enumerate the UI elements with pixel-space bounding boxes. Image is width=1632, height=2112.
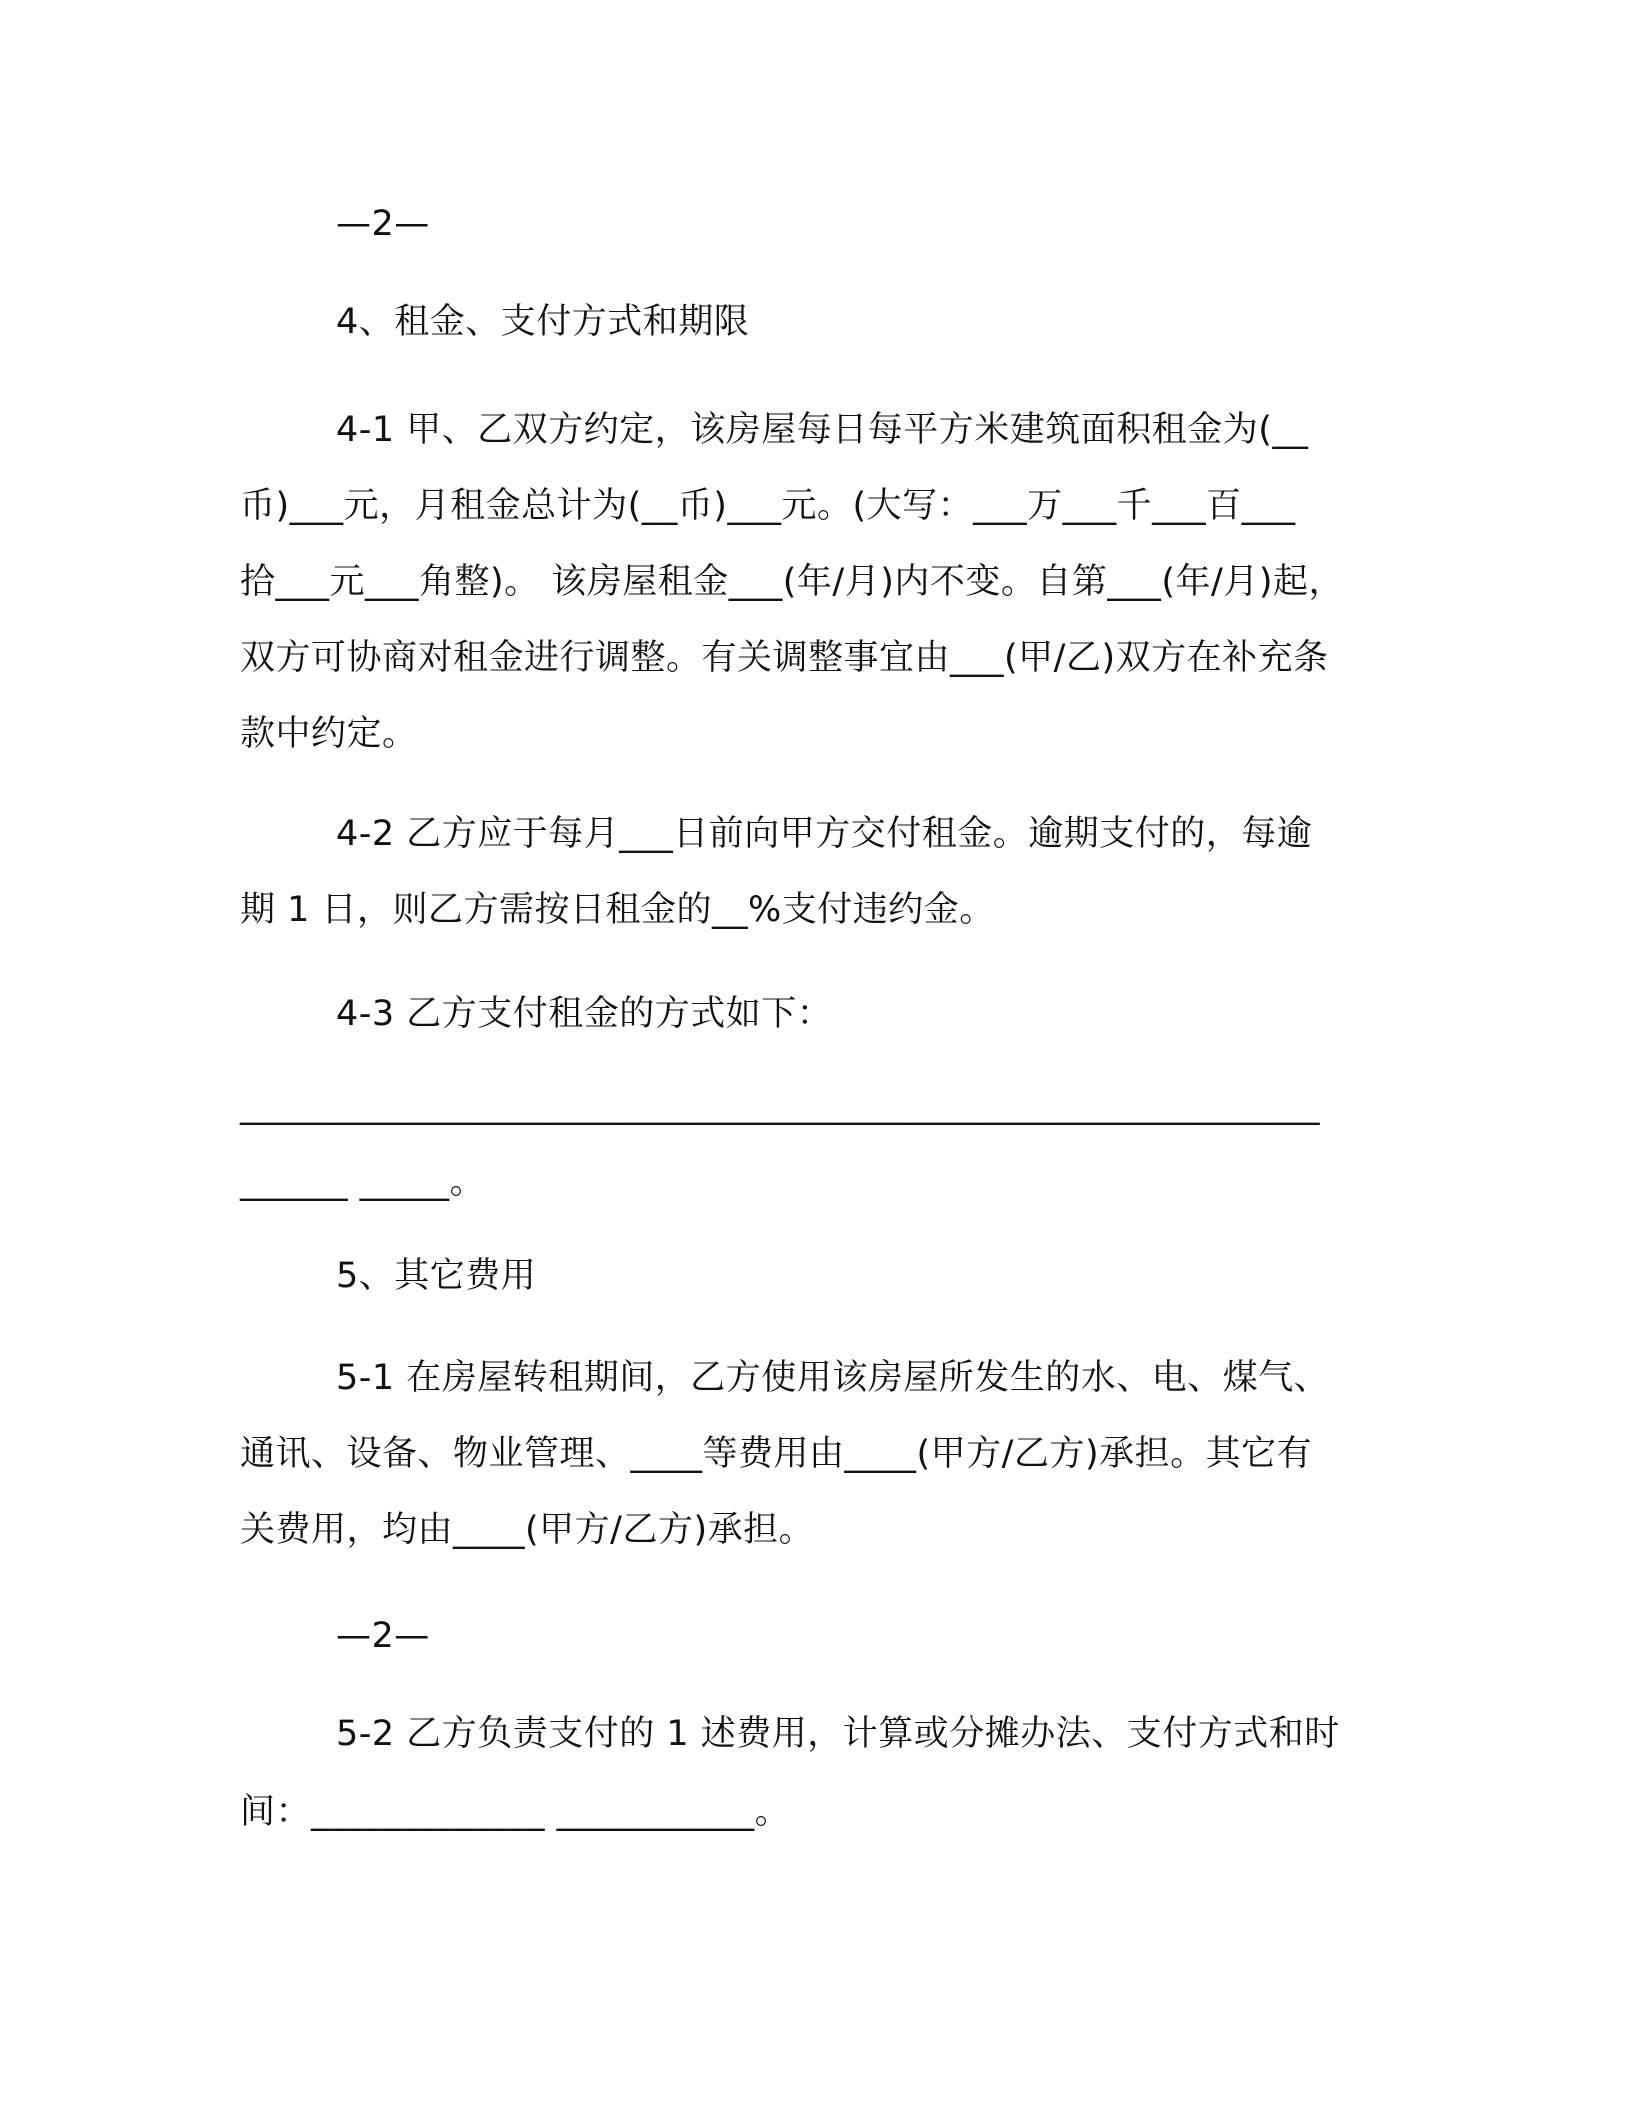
paragraph-line: 期 1 日，则乙方需按日租金的__%支付违约金。 (240, 890, 995, 930)
blank-line: ____________________________________________________________ (240, 1086, 1320, 1126)
paragraph-line: 币)___元，月租金总计为(__币)___元。(大写：___万___千___百___ (240, 486, 1296, 526)
paragraph-line: 关费用，均由____(甲方/乙方)承担。 (240, 1510, 815, 1550)
paragraph-line: 通讯、设备、物业管理、____等费用由____(甲方/乙方)承担。其它有 (240, 1434, 1313, 1474)
section-heading: 4、租金、支付方式和期限 (336, 302, 750, 342)
paragraph-line: 双方可协商对租金进行调整。有关调整事宜由___(甲/乙)双方在补充条 (240, 638, 1329, 678)
paragraph-line: 5-1 在房屋转租期间，乙方使用该房屋所发生的水、电、煤气、 (336, 1358, 1330, 1398)
paragraph-line: 4-2 乙方应于每月___日前向甲方交付租金。逾期支付的，每逾 (336, 814, 1313, 854)
paragraph-line: 拾___元___角整)。 该房屋租金___(年/月)内不变。自第___(年/月)起， (240, 562, 1344, 602)
paragraph-line: 间：_____________ ___________。 (240, 1792, 791, 1832)
blank-line: ______ _____。 (240, 1162, 486, 1202)
page-marker: —2— (336, 1616, 430, 1656)
paragraph-line: 4-3 乙方支付租金的方式如下： (336, 994, 833, 1034)
section-heading: 5、其它费用 (336, 1256, 537, 1296)
paragraph-line: 5-2 乙方负责支付的 1 述费用，计算或分摊办法、支付方式和时 (336, 1714, 1340, 1754)
paragraph-line: 款中约定。 (240, 714, 418, 754)
paragraph-line: 4-1 甲、乙双方约定，该房屋每日每平方米建筑面积租金为(__ (336, 410, 1309, 450)
page-marker: —2— (336, 204, 430, 244)
